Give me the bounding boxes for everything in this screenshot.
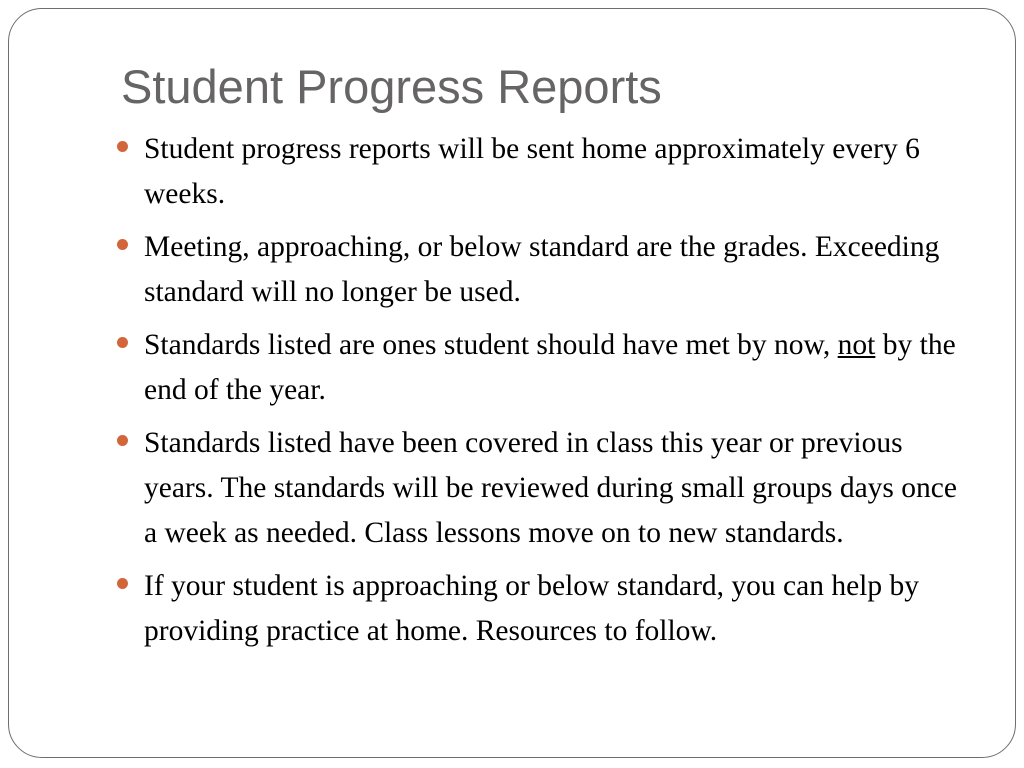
slide-title: Student Progress Reports [121, 60, 662, 113]
bullet-text [144, 329, 956, 406]
bullet-item [117, 225, 977, 315]
bullet-text: Meeting, approaching, or below standard are the grades. Exceeding standard will no longer be used. [144, 231, 940, 308]
bullet-dot-icon [117, 578, 128, 589]
bullet-item [117, 323, 977, 413]
bullet-text-part: Standards listed are ones student should have met by now, [144, 329, 838, 361]
bullet-text: Student progress reports will be sent home approximately every 6 weeks. [144, 133, 920, 210]
bullet-dot-icon [117, 337, 128, 348]
bullet-dot-icon [117, 141, 128, 152]
emphasis-not: not [837, 329, 876, 361]
bullet-item [117, 127, 977, 217]
bullet-list [117, 127, 977, 662]
slide-frame [8, 8, 1016, 758]
bullet-item [117, 421, 977, 556]
bullet-dot-icon [117, 435, 128, 446]
bullet-text: Standards listed have been covered in class this year or previous years. The standards will be reviewed during small groups days once a week as needed. Class lessons move on to new standards. [144, 427, 957, 549]
bullet-text: If your student is approaching or below standard, you can help by providing practice at home. Resources to follow. [144, 570, 919, 647]
bullet-dot-icon [117, 239, 128, 250]
bullet-text-part: by the end of the year. [144, 329, 956, 406]
bullet-item [117, 564, 977, 654]
